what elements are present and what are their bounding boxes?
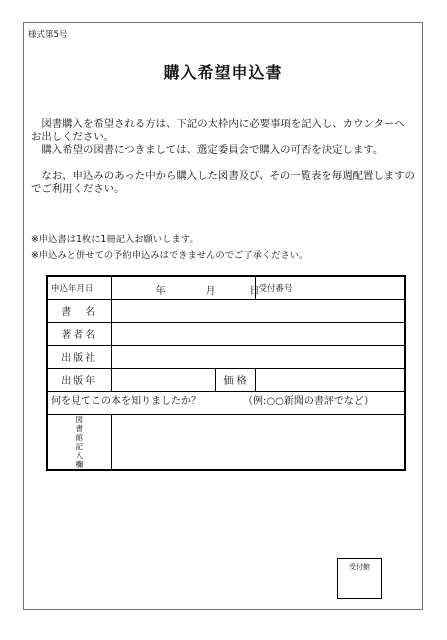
- month-label: 月: [205, 286, 216, 297]
- form-number: 様式第5号: [28, 30, 68, 40]
- publication-year-label: 出版年: [47, 368, 111, 391]
- day-label: 日: [249, 286, 260, 297]
- library-use-field: [111, 414, 405, 470]
- source-question-field[interactable]: [47, 391, 405, 414]
- book-title-field[interactable]: [111, 299, 405, 322]
- instruction-paragraph-1: 図書購入を希望される方は、下記の太枠内に必要事項を記入し、カウンターへお出しください。: [31, 118, 405, 143]
- date-field[interactable]: [111, 276, 260, 299]
- instruction-paragraph-2: 購入希望の図書につきましては、選定委員会で購入の可否を決定します。: [31, 144, 384, 156]
- publisher-field[interactable]: [111, 345, 405, 368]
- application-sheet: [23, 22, 423, 610]
- publication-year-field[interactable]: [111, 368, 215, 391]
- note-one-book: ※申込書は1枚に1冊記入お願いします。: [31, 234, 199, 245]
- instruction-paragraph-3: なお、申込みのあった中から購入した図書及び、その一覧表を毎週配置しますのでご利用ください。: [31, 170, 415, 195]
- publisher-label: 出版社: [47, 345, 111, 368]
- library-use-label: 図書館記入欄: [75, 414, 83, 469]
- application-table: [46, 275, 406, 471]
- price-label: 価 格: [215, 368, 255, 391]
- price-field[interactable]: [255, 368, 405, 391]
- date-label: 申込年月日: [47, 276, 111, 299]
- author-label: 著者名: [47, 322, 111, 345]
- source-question-hint: （例:○○新聞の書評でなど）: [243, 395, 374, 407]
- page-title: 購入希望申込書: [163, 63, 283, 82]
- year-label: 年: [155, 286, 166, 297]
- author-field[interactable]: [111, 322, 405, 345]
- receiving-library-stamp-box: [337, 558, 382, 599]
- note-no-reservation: ※申込みと併せての予約申込みはできませんのでご了承ください。: [31, 250, 309, 261]
- source-question-label: 何を見てこの本を知りましたか？: [51, 395, 201, 407]
- receipt-number-label: 受付番号: [255, 276, 405, 299]
- book-title-label: 書 名: [47, 299, 111, 322]
- receiving-library-label: 受付館: [349, 563, 370, 571]
- library-use-label-cell: [47, 414, 111, 470]
